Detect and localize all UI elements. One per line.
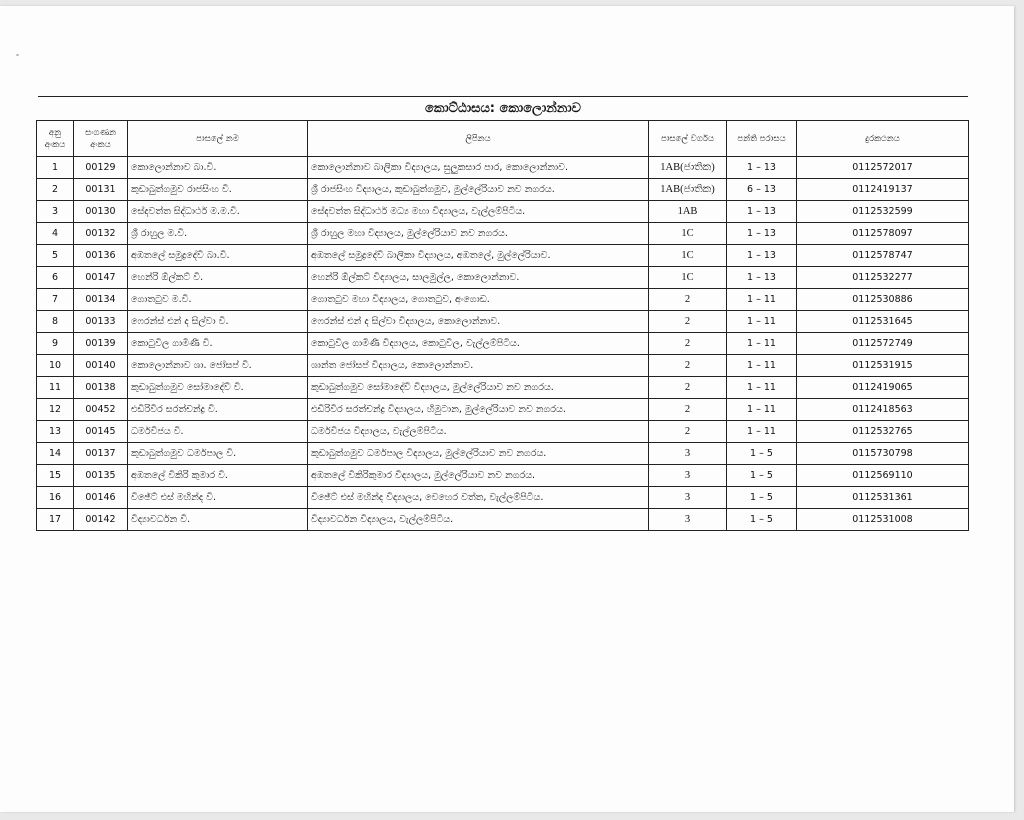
- header-school-type: පාසලේ වර්ගය: [649, 121, 727, 157]
- cell-school-type: 2: [649, 333, 727, 355]
- cell-school-type: 1C: [649, 223, 727, 245]
- document-page: [0, 6, 1014, 812]
- cell-school-name: ගොතටුව ම.වි.: [128, 289, 308, 311]
- cell-no: 7: [37, 289, 74, 311]
- header-address: ලිපිනය: [308, 121, 649, 157]
- table-row: [37, 355, 969, 377]
- cell-no: 5: [37, 245, 74, 267]
- cell-school-type: 1C: [649, 267, 727, 289]
- title-divider: [38, 96, 968, 97]
- table-row: [37, 487, 969, 509]
- cell-school-type: 1AB(ජාතික): [649, 179, 727, 201]
- cell-phone: 0112419137: [797, 179, 969, 201]
- cell-phone: 0112532765: [797, 421, 969, 443]
- cell-grade-range: 1 – 5: [727, 443, 797, 465]
- cell-school-name: ෆෙරන්ස් එන් ද සිල්වා වි.: [128, 311, 308, 333]
- cell-grade-range: 1 – 11: [727, 399, 797, 421]
- cell-no: 6: [37, 267, 74, 289]
- cell-phone: 0112530886: [797, 289, 969, 311]
- cell-grade-range: 1 – 11: [727, 355, 797, 377]
- cell-phone: 0112531915: [797, 355, 969, 377]
- cell-address: විඡේට් එස් මහින්ද විද්‍යාලය, වෙහෙර වත්ත, වැල්ලම්පිටිය.: [308, 487, 649, 509]
- cell-grade-range: 1 – 13: [727, 157, 797, 179]
- cell-address: ෆෙරන්ස් එන් ද සිල්වා විද්‍යාලය, කොලොන්නාව.: [308, 311, 649, 333]
- cell-no: 17: [37, 509, 74, 531]
- cell-school-type: 3: [649, 465, 727, 487]
- cell-no: 10: [37, 355, 74, 377]
- cell-grade-range: 1 – 5: [727, 509, 797, 531]
- cell-grade-range: 6 – 13: [727, 179, 797, 201]
- cell-address: කුඩාබුත්ගමුව ධර්මපාල විද්‍යාලය, මුල්ලේරියාව නව නගරය.: [308, 443, 649, 465]
- cell-school-name: කොලොන්නාව ශා. ජෝසප් වි.: [128, 355, 308, 377]
- table-row: [37, 267, 969, 289]
- cell-address: අඹතලේ සමුද්‍රදේවි බාලිකා විද්‍යාලය, අඹතලේ, මුල්ලේරියාව.: [308, 245, 649, 267]
- cell-grade-range: 1 – 11: [727, 311, 797, 333]
- cell-address: කුඩාබුත්ගමුව සෝමාදේවි විද්‍යාලය, මුල්ලේරියාව නව නගරය.: [308, 377, 649, 399]
- cell-school-type: 1AB: [649, 201, 727, 223]
- table-row: [37, 443, 969, 465]
- table-row: [37, 377, 969, 399]
- cell-school-type: 2: [649, 289, 727, 311]
- cell-phone: 0112418563: [797, 399, 969, 421]
- cell-address: කොටුවිල ගාමිණී විද්‍යාලය, කොටුවිල, වැල්ලම්පිටිය.: [308, 333, 649, 355]
- cell-grade-range: 1 – 13: [727, 201, 797, 223]
- schools-table: [36, 120, 969, 531]
- cell-phone: 0112572749: [797, 333, 969, 355]
- cell-address: ශ්‍රී රාජසිංහ විද්‍යාලය, කුඩාබුත්ගමුව, මුල්ලේරියාව නව නගරය.: [308, 179, 649, 201]
- cell-no: 3: [37, 201, 74, 223]
- cell-census-number: 00139: [74, 333, 128, 355]
- cell-school-type: 2: [649, 421, 727, 443]
- cell-address: ශ්‍රී රාහුල මහා විද්‍යාලය, මුල්ලේරියාව නව නගරය.: [308, 223, 649, 245]
- cell-no: 14: [37, 443, 74, 465]
- cell-school-type: 1C: [649, 245, 727, 267]
- cell-grade-range: 1 – 11: [727, 289, 797, 311]
- cell-address: කොලොන්නාව බාලිකා විද්‍යාලය, සුලුකසාර පාර, කොලොන්නාව.: [308, 157, 649, 179]
- header-school-name: පාසලේ නම: [128, 121, 308, 157]
- cell-school-name: කොලොන්නාව බා.වි.: [128, 157, 308, 179]
- cell-phone: 0112531645: [797, 311, 969, 333]
- cell-phone: 0112578097: [797, 223, 969, 245]
- table-row: [37, 289, 969, 311]
- cell-address: සේදවත්ත සිද්ධාර්ථ මධ්‍ය මහා විද්‍යාලය, වැල්ලම්පිටිය.: [308, 201, 649, 223]
- table-row: [37, 157, 969, 179]
- cell-no: 4: [37, 223, 74, 245]
- cell-school-name: විඡේට් එස් මහින්ද වි.: [128, 487, 308, 509]
- table-row: [37, 421, 969, 443]
- table-row: [37, 245, 969, 267]
- division-title: කොට්ඨාසය: කොලොන්නාව: [424, 101, 581, 116]
- cell-census-number: 00140: [74, 355, 128, 377]
- cell-phone: 0112531008: [797, 509, 969, 531]
- cell-census-number: 00145: [74, 421, 128, 443]
- cell-school-name: කුඩාබුත්ගමුව රාජසිංහ වි.: [128, 179, 308, 201]
- cell-census-number: 00452: [74, 399, 128, 421]
- cell-school-name: ශ්‍රී රාහුල ම.වි.: [128, 223, 308, 245]
- cell-no: 11: [37, 377, 74, 399]
- cell-address: ගොතටුව මහා විද්‍යාලය, ගොතටුව, අංගොඩ.: [308, 289, 649, 311]
- cell-phone: 0115730798: [797, 443, 969, 465]
- cell-grade-range: 1 – 5: [727, 465, 797, 487]
- cell-census-number: 00135: [74, 465, 128, 487]
- cell-census-number: 00132: [74, 223, 128, 245]
- cell-census-number: 00136: [74, 245, 128, 267]
- table-row: [37, 399, 969, 421]
- table-row: [37, 223, 969, 245]
- cell-school-name: ධර්මවිජය වි.: [128, 421, 308, 443]
- cell-school-name: හෙන්රි ඕල්කට් වි.: [128, 267, 308, 289]
- cell-census-number: 00129: [74, 157, 128, 179]
- cell-grade-range: 1 – 5: [727, 487, 797, 509]
- cell-phone: 0112569110: [797, 465, 969, 487]
- cell-address: අඹතලේ විකිරිකුමාර විද්‍යාලය, මුල්ලේරියාව නව නගරය.: [308, 465, 649, 487]
- cell-school-name: එඩිරිවීර සරත්චන්ද්‍ර වි.: [128, 399, 308, 421]
- cell-no: 1: [37, 157, 74, 179]
- cell-grade-range: 1 – 11: [727, 377, 797, 399]
- cell-census-number: 00130: [74, 201, 128, 223]
- cell-school-name: විද්‍යාවර්ධන වි.: [128, 509, 308, 531]
- cell-school-name: කුඩාබුත්ගමුව සෝමාදේවි වි.: [128, 377, 308, 399]
- cell-school-name: කොටුවිල ගාමිණී වි.: [128, 333, 308, 355]
- cell-census-number: 00134: [74, 289, 128, 311]
- cell-no: 13: [37, 421, 74, 443]
- cell-census-number: 00147: [74, 267, 128, 289]
- header-no: අනු අංකය: [37, 121, 74, 157]
- header-phone: දුරකථනය: [797, 121, 969, 157]
- cell-school-type: 3: [649, 487, 727, 509]
- cell-no: 12: [37, 399, 74, 421]
- table-row: [37, 201, 969, 223]
- cell-no: 8: [37, 311, 74, 333]
- header-census-number: සංගණන අංකය: [74, 121, 128, 157]
- cell-census-number: 00133: [74, 311, 128, 333]
- table-row: [37, 465, 969, 487]
- scan-speck: [16, 54, 19, 56]
- cell-school-type: 2: [649, 355, 727, 377]
- table-body: [37, 157, 969, 531]
- cell-census-number: 00146: [74, 487, 128, 509]
- cell-school-type: 3: [649, 509, 727, 531]
- cell-no: 15: [37, 465, 74, 487]
- cell-phone: 0112532277: [797, 267, 969, 289]
- cell-phone: 0112531361: [797, 487, 969, 509]
- cell-school-type: 2: [649, 399, 727, 421]
- cell-phone: 0112572017: [797, 157, 969, 179]
- table-row: [37, 311, 969, 333]
- cell-address: ශාන්ත ජෝසප් විද්‍යාලය, කොලොන්නාව.: [308, 355, 649, 377]
- table-row: [37, 333, 969, 355]
- cell-census-number: 00131: [74, 179, 128, 201]
- cell-school-type: 2: [649, 311, 727, 333]
- cell-address: ධර්මවිජය විද්‍යාලය, වැල්ලම්පිටිය.: [308, 421, 649, 443]
- cell-address: හෙන්රි ඕල්කට් විද්‍යාලය, සාලමුල්ල, කොලොන්නාව.: [308, 267, 649, 289]
- table-row: [37, 509, 969, 531]
- cell-school-type: 2: [649, 377, 727, 399]
- cell-address: විද්‍යාවර්ධන විද්‍යාලය, වැල්ලම්පිටිය.: [308, 509, 649, 531]
- cell-school-name: කුඩාබුත්ගමුව ධර්මපාල වි.: [128, 443, 308, 465]
- cell-phone: 0112419065: [797, 377, 969, 399]
- cell-school-name: සේදවත්ත සිද්ධාර්ථ ම.ම.වි.: [128, 201, 308, 223]
- cell-school-type: 1AB(ජාතික): [649, 157, 727, 179]
- cell-phone: 0112578747: [797, 245, 969, 267]
- cell-grade-range: 1 – 13: [727, 267, 797, 289]
- cell-school-name: අඹතලේ සමුද්‍රදේවි බා.වි.: [128, 245, 308, 267]
- cell-school-type: 3: [649, 443, 727, 465]
- header-grade-range: පන්ති පරාසය: [727, 121, 797, 157]
- cell-grade-range: 1 – 13: [727, 223, 797, 245]
- cell-no: 16: [37, 487, 74, 509]
- cell-no: 9: [37, 333, 74, 355]
- cell-census-number: 00138: [74, 377, 128, 399]
- cell-grade-range: 1 – 11: [727, 333, 797, 355]
- table-row: [37, 179, 969, 201]
- cell-phone: 0112532599: [797, 201, 969, 223]
- cell-no: 2: [37, 179, 74, 201]
- cell-grade-range: 1 – 13: [727, 245, 797, 267]
- cell-census-number: 00142: [74, 509, 128, 531]
- cell-grade-range: 1 – 11: [727, 421, 797, 443]
- table-header-row: [37, 121, 969, 157]
- cell-school-name: අඹතලේ විකිරි කුමාර වි.: [128, 465, 308, 487]
- cell-census-number: 00137: [74, 443, 128, 465]
- cell-address: එඩිරිවීර සරත්චන්ද්‍ර විද්‍යාලය, හිමුටාන, මුල්ලේරියාව නව නගරය.: [308, 399, 649, 421]
